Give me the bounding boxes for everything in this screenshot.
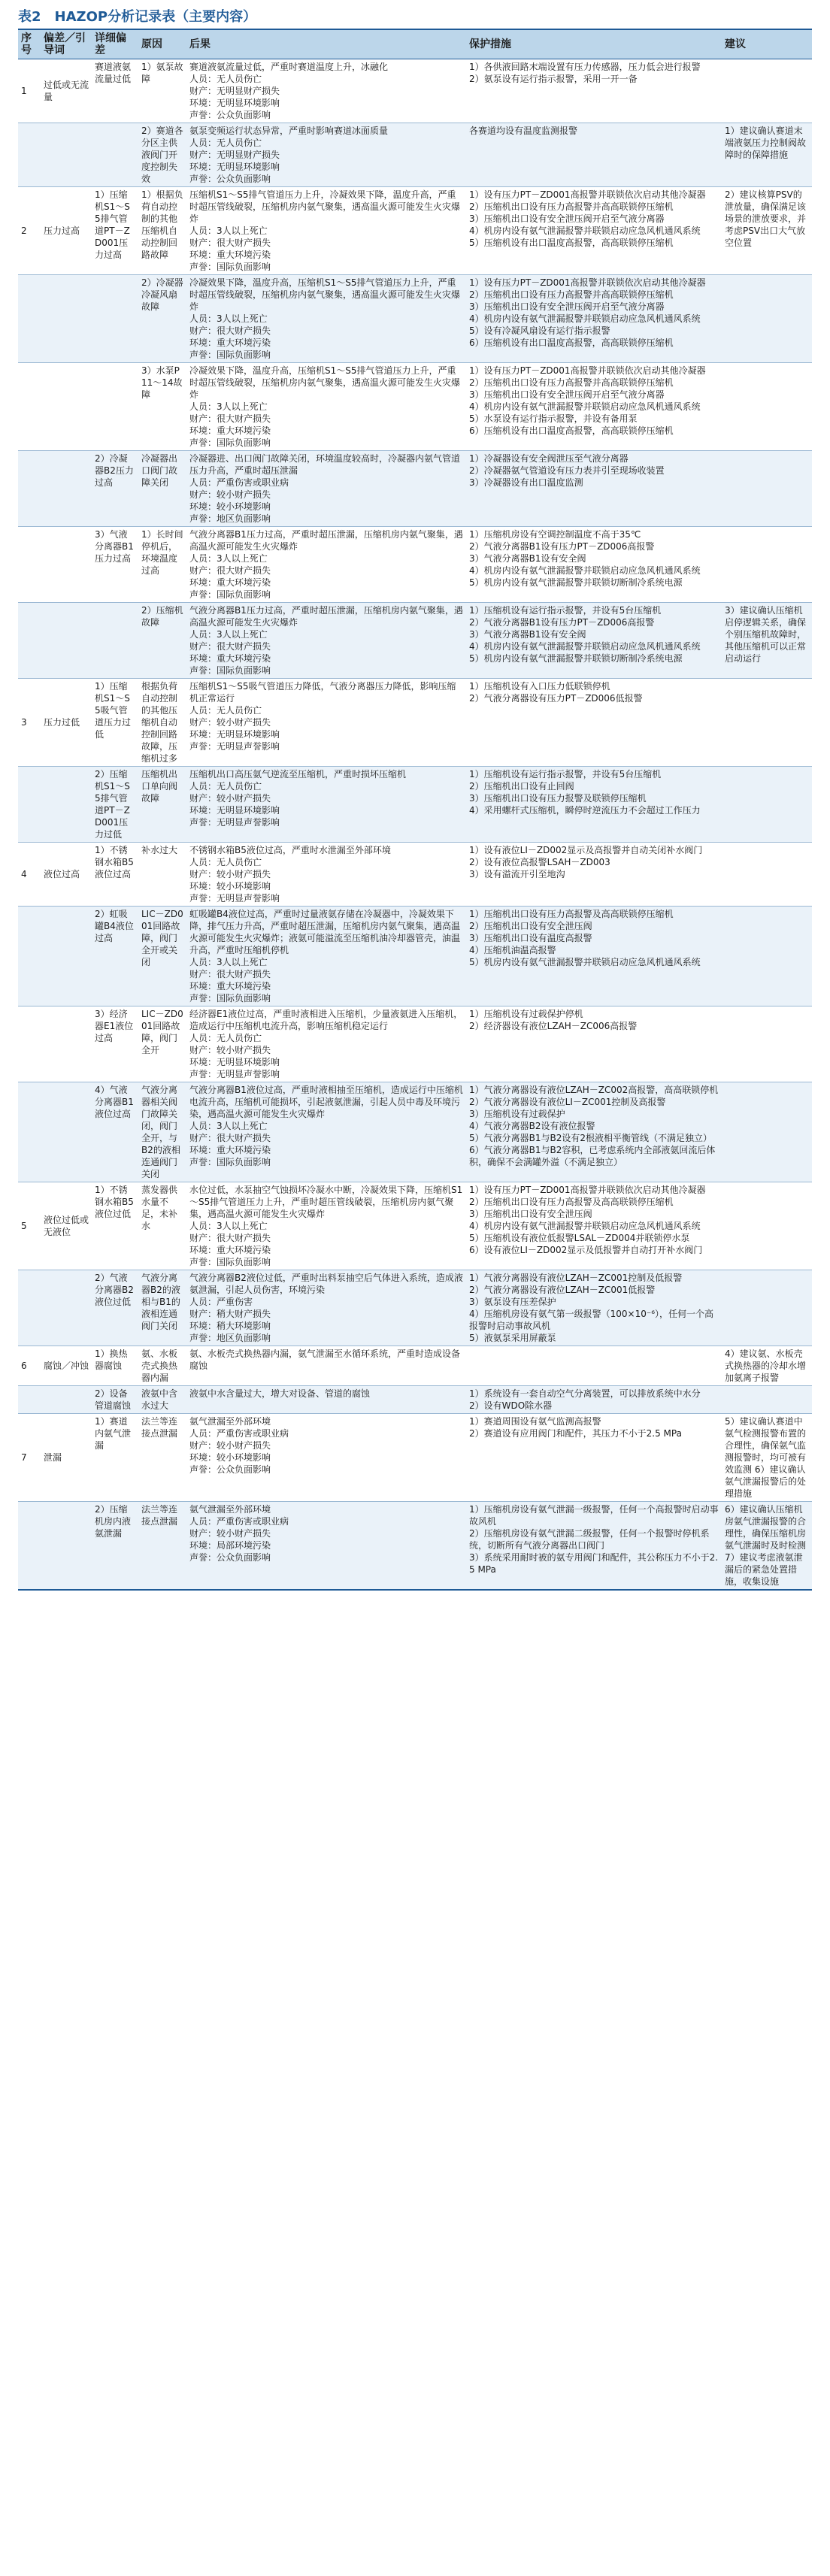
cell-protection: 1）压缩机房设有空调控制温度不高于35℃ 2）气液分离器B1设有压力PT－ZD006高报警 3）气液分离器B1设有安全阀 4）机房内设有氨气泄漏报警并联锁启动应急风机通风系统 5）机房内设有氨气泄漏报警并联锁切断制冷系统电源 (466, 527, 722, 603)
cell-cause: LIC－ZD001回路故障，阀门全开 (138, 1006, 186, 1082)
cell-deviation: 液位过低或无液位 (41, 1182, 92, 1270)
table-row (18, 1502, 812, 1591)
cell-recommendation: 2）建议核算PSV的泄放量，确保满足该场景的泄放要求，并考虑PSV出口大气放空位置 (722, 187, 812, 275)
cell-cause: 2）压缩机故障 (138, 603, 186, 679)
table-row (18, 123, 812, 187)
cell-no (18, 603, 41, 679)
cell-deviation: 泄漏 (41, 1414, 92, 1502)
cell-protection: 各赛道均设有温度监测报警 (466, 123, 722, 187)
cell-cause: 蒸发器供水量不足，未补水 (138, 1182, 186, 1270)
table-row (18, 1082, 812, 1182)
table-row (18, 59, 812, 123)
table-row (18, 1182, 812, 1270)
cell-deviation (41, 1082, 92, 1182)
cell-recommendation (722, 907, 812, 1006)
table-title: 表2 HAZOP分析记录表（主要内容） (18, 9, 257, 25)
cell-no (18, 1502, 41, 1591)
cell-recommendation (722, 1386, 812, 1414)
cell-consequence: 气液分离器B1压力过高，严重时超压泄漏，压缩机房内氨气聚集，遇高温火源可能发生火灾爆炸 人员：3人以上死亡 财产：很大财产损失 环境：重大环境污染 声誉：国际负面影响 (186, 603, 466, 679)
cell-no (18, 123, 41, 187)
cell-protection: 1）压缩机出口设有压力高报警及高高联锁停压缩机 2）压缩机出口设有安全泄压阀 3）压缩机出口设有温度高报警 4）压缩机油温高报警 5）机房内设有氨气泄漏报警并联锁启动应急风机通风系统 (466, 907, 722, 1006)
cell-no (18, 1006, 41, 1082)
cell-deviation (41, 907, 92, 1006)
cell-consequence: 水位过低，水泵抽空气蚀损坏冷凝水中断，冷凝效果下降，压缩机S1～S5排气管道压力上升，严重时超压管线破裂，压缩机房内氨气聚集，遇高温火源可能发生火灾爆炸 人员：3人以上死亡 财产：很大财产损失 环境：重大环境污染 声誉：国际负面影响 (186, 1182, 466, 1270)
cell-consequence: 压缩机出口高压氨气逆流至压缩机，严重时损坏压缩机 人员：无人员伤亡 财产：较小财产损失 环境：无明显环境影响 声誉：无明显声誉影响 (186, 767, 466, 843)
cell-cause: 氨、水板壳式换热器内漏 (138, 1346, 186, 1386)
cell-no: 5 (18, 1182, 41, 1270)
cell-recommendation (722, 1270, 812, 1346)
table-row (18, 907, 812, 1006)
table-row (18, 363, 812, 451)
cell-protection: 1）系统设有一套自动空气分离装置，可以排放系统中水分 2）设有WDO除水器 (466, 1386, 722, 1414)
table-row (18, 527, 812, 603)
cell-protection: 1）设有液位LI－ZD002显示及高报警并自动关闭补水阀门 2）设有液位高报警LSAH－ZD003 3）设有溢流开引至地沟 (466, 843, 722, 907)
cell-protection: 1）设有压力PT－ZD001高报警并联锁依次启动其他冷凝器 2）压缩机出口设有压力高报警并高高联锁停压缩机 3）压缩机出口设有安全泄压阀开启至气液分离器 4）机房内设有氨气泄漏报警并联锁启动应急风机通风系统 5）设有冷凝风扇设有运行指示报警 6）压缩机设有出口温度高报警，高高联锁停压缩机 (466, 275, 722, 363)
cell-cause: 液氨中含水过大 (138, 1386, 186, 1414)
header-no: 序号 (18, 29, 41, 59)
cell-no (18, 363, 41, 451)
table-row (18, 1414, 812, 1502)
cell-protection: 1）压缩机设有入口压力低联锁停机 2）气液分离器设有压力PT－ZD006低报警 (466, 679, 722, 767)
cell-cause: 3）水泵P11～14故障 (138, 363, 186, 451)
table-row (18, 1346, 812, 1386)
cell-recommendation: 1）建议确认赛道末端液氨压力控制阀故障时的保障措施 (722, 123, 812, 187)
cell-detail (92, 363, 138, 451)
cell-consequence: 冷凝效果下降，温度升高，压缩机S1～S5排气管道压力上升，严重时超压管线破裂，压缩机房内氨气聚集，遇高温火源可能发生火灾爆炸 人员：3人以上死亡 财产：很大财产损失 环境：重大环境污染 声誉：国际负面影响 (186, 363, 466, 451)
cell-no: 1 (18, 59, 41, 123)
cell-consequence: 气液分离器B2液位过低，严重时出料泵抽空后气体进入系统，造成液氨泄漏，引起人员伤害，环境污染 人员：严重伤害 财产：稍大财产损失 环境：稍大环境影响 声誉：地区负面影响 (186, 1270, 466, 1346)
table-row (18, 275, 812, 363)
cell-cause: 压缩机出口单向阀故障 (138, 767, 186, 843)
cell-consequence: 氨、水板壳式换热器内漏，氨气泄漏至水循环系统，严重时造成设备腐蚀 (186, 1346, 466, 1386)
cell-no (18, 1386, 41, 1414)
cell-deviation (41, 1006, 92, 1082)
cell-detail: 2）冷凝器B2压力过高 (92, 451, 138, 527)
cell-detail (92, 123, 138, 187)
header-deviation: 偏差／引导词 (41, 29, 92, 59)
cell-no (18, 275, 41, 363)
cell-protection: 1）赛道周围设有氨气监测高报警 2）赛道设有应用阀门和配件，其压力不小于2.5 MPa (466, 1414, 722, 1502)
cell-recommendation (722, 451, 812, 527)
cell-no: 3 (18, 679, 41, 767)
cell-detail: 1）不锈钢水箱B5液位过高 (92, 843, 138, 907)
cell-consequence: 冷凝器进、出口阀门故障关闭，环境温度较高时，冷凝器内氨气管道压力升高，严重时超压泄漏 人员：严重伤害或职业病 财产：较小财产损失 环境：较小环境影响 声誉：地区负面影响 (186, 451, 466, 527)
cell-consequence: 压缩机S1～S5吸气管道压力降低，气液分离器压力降低，影响压缩机正常运行 人员：无人员伤亡 财产：较小财产损失 环境：无明显环境影响 声誉：无明显声誉影响 (186, 679, 466, 767)
cell-recommendation (722, 275, 812, 363)
cell-detail: 赛道液氨流量过低 (92, 59, 138, 123)
cell-detail: 1）赛道内氨气泄漏 (92, 1414, 138, 1502)
cell-no: 6 (18, 1346, 41, 1386)
cell-cause: 补水过大 (138, 843, 186, 907)
cell-cause: LIC－ZD001回路故障，阀门全开或关闭 (138, 907, 186, 1006)
cell-consequence: 气液分离器B1液位过高，严重时液相抽至压缩机，造成运行中压缩机电流升高，压缩机可能损坏，引起液氨泄漏，引起人员中毒及环境污染，遇高温火源可能发生火灾爆炸 人员：3人以上死亡 财产：很大财产损失 环境：重大环境污染 声誉：国际负面影响 (186, 1082, 466, 1182)
cell-recommendation (722, 59, 812, 123)
cell-deviation: 腐蚀／冲蚀 (41, 1346, 92, 1386)
header-recommendation: 建议 (722, 29, 812, 59)
cell-consequence: 压缩机S1～S5排气管道压力上升，冷凝效果下降，温度升高，严重时超压管线破裂，压缩机房内氨气聚集，遇高温火源可能发生火灾爆炸 人员：3人以上死亡 财产：很大财产损失 环境：重大环境污染 声誉：国际负面影响 (186, 187, 466, 275)
cell-no: 7 (18, 1414, 41, 1502)
cell-cause: 1）氨泵故障 (138, 59, 186, 123)
cell-detail: 2）气液分离器B2液位过低 (92, 1270, 138, 1346)
cell-recommendation (722, 679, 812, 767)
table-body (18, 59, 812, 1591)
cell-deviation (41, 275, 92, 363)
cell-detail: 1）不锈钢水箱B5液位过低 (92, 1182, 138, 1270)
cell-protection: 1）压缩机房设有氨气泄漏一级报警，任何一个高报警时启动事故风机 2）压缩机房设有氨气泄漏二级报警，任何一个报警时停机系统，切断所有气液分离器出口阀门 3）系统采用耐时被的氨专用阀门和配件，其公称压力不小于2.5 MPa (466, 1502, 722, 1591)
table-row (18, 603, 812, 679)
cell-consequence: 氨泵变频运行状态异常，严重时影响赛道冰面质量 人员：无人员伤亡 财产：无明显财产损失 环境：无明显环境影响 声誉：公众负面影响 (186, 123, 466, 187)
cell-no (18, 1270, 41, 1346)
table-row (18, 451, 812, 527)
cell-detail (92, 603, 138, 679)
cell-recommendation (722, 767, 812, 843)
cell-no (18, 767, 41, 843)
cell-recommendation: 5）建议确认赛道中氨气检测报警布置的合理性，确保氨气监测报警时，均可被有效监测 6）建议确认氨气泄漏报警后的处理措施 (722, 1414, 812, 1502)
cell-consequence: 赛道液氨流量过低，严重时赛道温度上升，冰融化 人员：无人员伤亡 财产：无明显财产损失 环境：无明显环境影响 声誉：公众负面影响 (186, 59, 466, 123)
cell-deviation: 压力过低 (41, 679, 92, 767)
cell-deviation (41, 363, 92, 451)
cell-no (18, 1082, 41, 1182)
header-protection: 保护措施 (466, 29, 722, 59)
cell-deviation (41, 1502, 92, 1591)
cell-consequence: 气液分离器B1压力过高，严重时超压泄漏，压缩机房内氨气聚集，遇高温火源可能发生火灾爆炸 人员：3人以上死亡 财产：很大财产损失 环境：重大环境污染 声誉：国际负面影响 (186, 527, 466, 603)
table-row (18, 679, 812, 767)
header-cause: 原因 (138, 29, 186, 59)
cell-protection: 1）各供液回路末端设置有压力传感器，压力低会进行报警 2）氨泵设有运行指示报警，采用一开一备 (466, 59, 722, 123)
cell-recommendation: 4）建议氨、水板壳式换热器的冷却水增加氨离子报警 (722, 1346, 812, 1386)
cell-cause: 2）冷凝器冷凝风扇故障 (138, 275, 186, 363)
cell-consequence: 不锈钢水箱B5液位过高，严重时水泄漏至外部环境 人员：无人员伤亡 财产：较小财产损失 环境：较小环境影响 声誉：无明显声誉影响 (186, 843, 466, 907)
cell-detail: 1）换热器腐蚀 (92, 1346, 138, 1386)
cell-consequence: 经济器E1液位过高，严重时液相进入压缩机，少量液氨进入压缩机，造成运行中压缩机电流升高，影响压缩机稳定运行 人员：无人员伤亡 财产：较小财产损失 环境：无明显环境影响 声誉：无明显声誉影响 (186, 1006, 466, 1082)
cell-detail: 3）经济器E1液位过高 (92, 1006, 138, 1082)
cell-cause: 根据负荷自动控制的其他压缩机自动控制回路故障，压缩机过多 (138, 679, 186, 767)
cell-consequence: 冷凝效果下降，温度升高，压缩机S1～S5排气管道压力上升，严重时超压管线破裂，压缩机房内氨气聚集，遇高温火源可能发生火灾爆炸 人员：3人以上死亡 财产：很大财产损失 环境：重大环境污染 声誉：国际负面影响 (186, 275, 466, 363)
cell-cause: 冷凝器出口阀门故障关闭 (138, 451, 186, 527)
cell-protection: 1）压缩机设有过载保护停机 2）经济器设有液位LZAH－ZC006高报警 (466, 1006, 722, 1082)
cell-consequence: 氨气泄漏至外部环境 人员：严重伤害或职业病 财产：较小财产损失 环境：较小环境影响 声誉：公众负面影响 (186, 1414, 466, 1502)
cell-consequence: 液氨中水含量过大，增大对设备、管道的腐蚀 (186, 1386, 466, 1414)
header-row (18, 29, 812, 59)
cell-deviation (41, 1386, 92, 1414)
cell-deviation (41, 527, 92, 603)
cell-recommendation (722, 1182, 812, 1270)
cell-detail: 2）压缩机房内液氨泄漏 (92, 1502, 138, 1591)
page (18, 0, 812, 1591)
cell-cause: 气液分离器相关阀门故障关闭，阀门全开，与B2的液相连通阀门关闭 (138, 1082, 186, 1182)
cell-deviation: 压力过高 (41, 187, 92, 275)
header-detail: 详细偏差 (92, 29, 138, 59)
cell-deviation (41, 767, 92, 843)
cell-deviation (41, 451, 92, 527)
cell-deviation: 液位过高 (41, 843, 92, 907)
table-row (18, 1386, 812, 1414)
cell-recommendation (722, 1082, 812, 1182)
cell-cause: 1）根据负荷自动控制的其他压缩机自动控制回路故障 (138, 187, 186, 275)
cell-consequence: 氨气泄漏至外部环境 人员：严重伤害或职业病 财产：较小财产损失 环境：局部环境污染 声誉：公众负面影响 (186, 1502, 466, 1591)
cell-detail: 1）压缩机S1～S5排气管道PT－ZD001压力过高 (92, 187, 138, 275)
cell-no (18, 451, 41, 527)
hazop-table (18, 29, 812, 1591)
cell-detail: 2）压缩机S1～S5排气管道PT－ZD001压力过低 (92, 767, 138, 843)
table-row (18, 1270, 812, 1346)
table-row (18, 187, 812, 275)
cell-no: 2 (18, 187, 41, 275)
table-row (18, 843, 812, 907)
cell-deviation (41, 603, 92, 679)
cell-no (18, 527, 41, 603)
cell-recommendation (722, 1006, 812, 1082)
cell-protection: 1）冷凝器设有安全阀泄压至气液分离器 2）冷凝器氨气管道设有压力表并引至现场收装置 3）冷凝器设有出口温度监测 (466, 451, 722, 527)
cell-detail: 2）设备管道腐蚀 (92, 1386, 138, 1414)
cell-deviation (41, 123, 92, 187)
cell-cause: 1）长时间停机后，环境温度过高 (138, 527, 186, 603)
table-row (18, 767, 812, 843)
cell-cause: 气液分离器B2的液相与B1的液相连通阀门关闭 (138, 1270, 186, 1346)
cell-protection: 1）设有压力PT－ZD001高报警并联锁依次启动其他冷凝器 2）压缩机出口设有压力高报警并高高联锁停压缩机 3）压缩机出口设有安全泄压阀开启至气液分离器 4）机房内设有氨气泄漏报警并联锁启动应急风机通风系统 5）压缩机设有出口温度高报警，高高联锁停压缩机 (466, 187, 722, 275)
cell-no (18, 907, 41, 1006)
cell-no: 4 (18, 843, 41, 907)
cell-protection: 1）气液分离器设有液位LZAH－ZC001控制及低报警 2）气液分离器设有液位LZAH－ZC001低报警 3）氨泵设有压差保护 4）压缩机房设有氨气第一级报警（100×10⁻⁶），任何一个高报警时启动事故风机 5）液氨泵采用屏蔽泵 (466, 1270, 722, 1346)
cell-cause: 法兰等连接点泄漏 (138, 1502, 186, 1591)
table-row (18, 1006, 812, 1082)
cell-detail (92, 275, 138, 363)
cell-protection: 1）气液分离器设有液位LZAH－ZC002高报警，高高联锁停机 2）气液分离器设有液位LI－ZC001控制及高报警 3）压缩机设有过载保护 4）气液分离器B2设有液位报警 5）气液分离器B1与B2设有2根液相平衡管线（不满足独立） 6）气液分离器B1与B2容积，已考虑系统内全部液氨回流后体积，确保不会满罐外溢（不满足独立） (466, 1082, 722, 1182)
cell-protection: 1）设有压力PT－ZD001高报警并联锁依次启动其他冷凝器 2）压缩机出口设有压力高报警及高高联锁停压缩机 3）压缩机出口设有安全泄压阀 4）机房内设有氨气泄漏报警并联锁启动应急风机通风系统 5）压缩机设有液位低报警LSAL－ZD004并联锁停水泵 6）设有液位LI－ZD002显示及低报警并自动打开补水阀门 (466, 1182, 722, 1270)
cell-recommendation (722, 527, 812, 603)
cell-detail: 2）虹吸罐B4液位过高 (92, 907, 138, 1006)
cell-recommendation (722, 363, 812, 451)
cell-detail: 3）气液分离器B1压力过高 (92, 527, 138, 603)
cell-protection: 1）压缩机设有运行指示报警，并设有5台压缩机 2）压缩机出口设有止回阀 3）压缩机出口设有压力报警及联锁停压缩机 4）采用螺杆式压缩机，瞬停时逆流压力不会超过工作压力 (466, 767, 722, 843)
cell-protection (466, 1346, 722, 1386)
cell-detail: 1）压缩机S1～S5吸气管道压力过低 (92, 679, 138, 767)
cell-protection: 1）设有压力PT－ZD001高报警并联锁依次启动其他冷凝器 2）压缩机出口设有压力高报警并高高联锁停压缩机 3）压缩机出口设有安全泄压阀开启至气液分离器 4）机房内设有氨气泄漏报警并联锁启动应急风机通风系统 5）水泵设有运行指示报警，并设有备用泵 6）压缩机设有出口温度高报警，高高联锁停压缩机 (466, 363, 722, 451)
cell-consequence: 虹吸罐B4液位过高，严重时过量液氨存储在冷凝器中，冷凝效果下降，排气压力升高，严重时超压泄漏，压缩机房内氨气聚集，遇高温火源可能发生火灾爆炸；液氨可能溢流至压缩机油冷却器管壳，油温升高，严重时压缩机停机 人员：3人以上死亡 财产：很大财产损失 环境：重大环境污染 声誉：国际负面影响 (186, 907, 466, 1006)
cell-cause: 2）赛道各分区主供液阀门开度控制失效 (138, 123, 186, 187)
cell-recommendation: 3）建议确认压缩机启停逻辑关系，确保个别压缩机故障时，其他压缩机可以正常启动运行 (722, 603, 812, 679)
cell-recommendation: 6）建议确认压缩机房氨气泄漏报警的合理性，确保压缩机房氨气泄漏时及时检测 7）建议考虑液氨泄漏后的紧急处置措施，收集设施 (722, 1502, 812, 1591)
cell-detail: 4）气液分离器B1液位过高 (92, 1082, 138, 1182)
cell-deviation (41, 1270, 92, 1346)
cell-protection: 1）压缩机设有运行指示报警，并设有5台压缩机 2）气液分离器B1设有压力PT－ZD006高报警 3）气液分离器B1设有安全阀 4）机房内设有氨气泄漏报警并联锁启动应急风机通风系统 5）机房内设有氨气泄漏报警并联锁切断制冷系统电源 (466, 603, 722, 679)
cell-cause: 法兰等连接点泄漏 (138, 1414, 186, 1502)
cell-deviation: 过低或无流量 (41, 59, 92, 123)
header-consequence: 后果 (186, 29, 466, 59)
cell-recommendation (722, 843, 812, 907)
